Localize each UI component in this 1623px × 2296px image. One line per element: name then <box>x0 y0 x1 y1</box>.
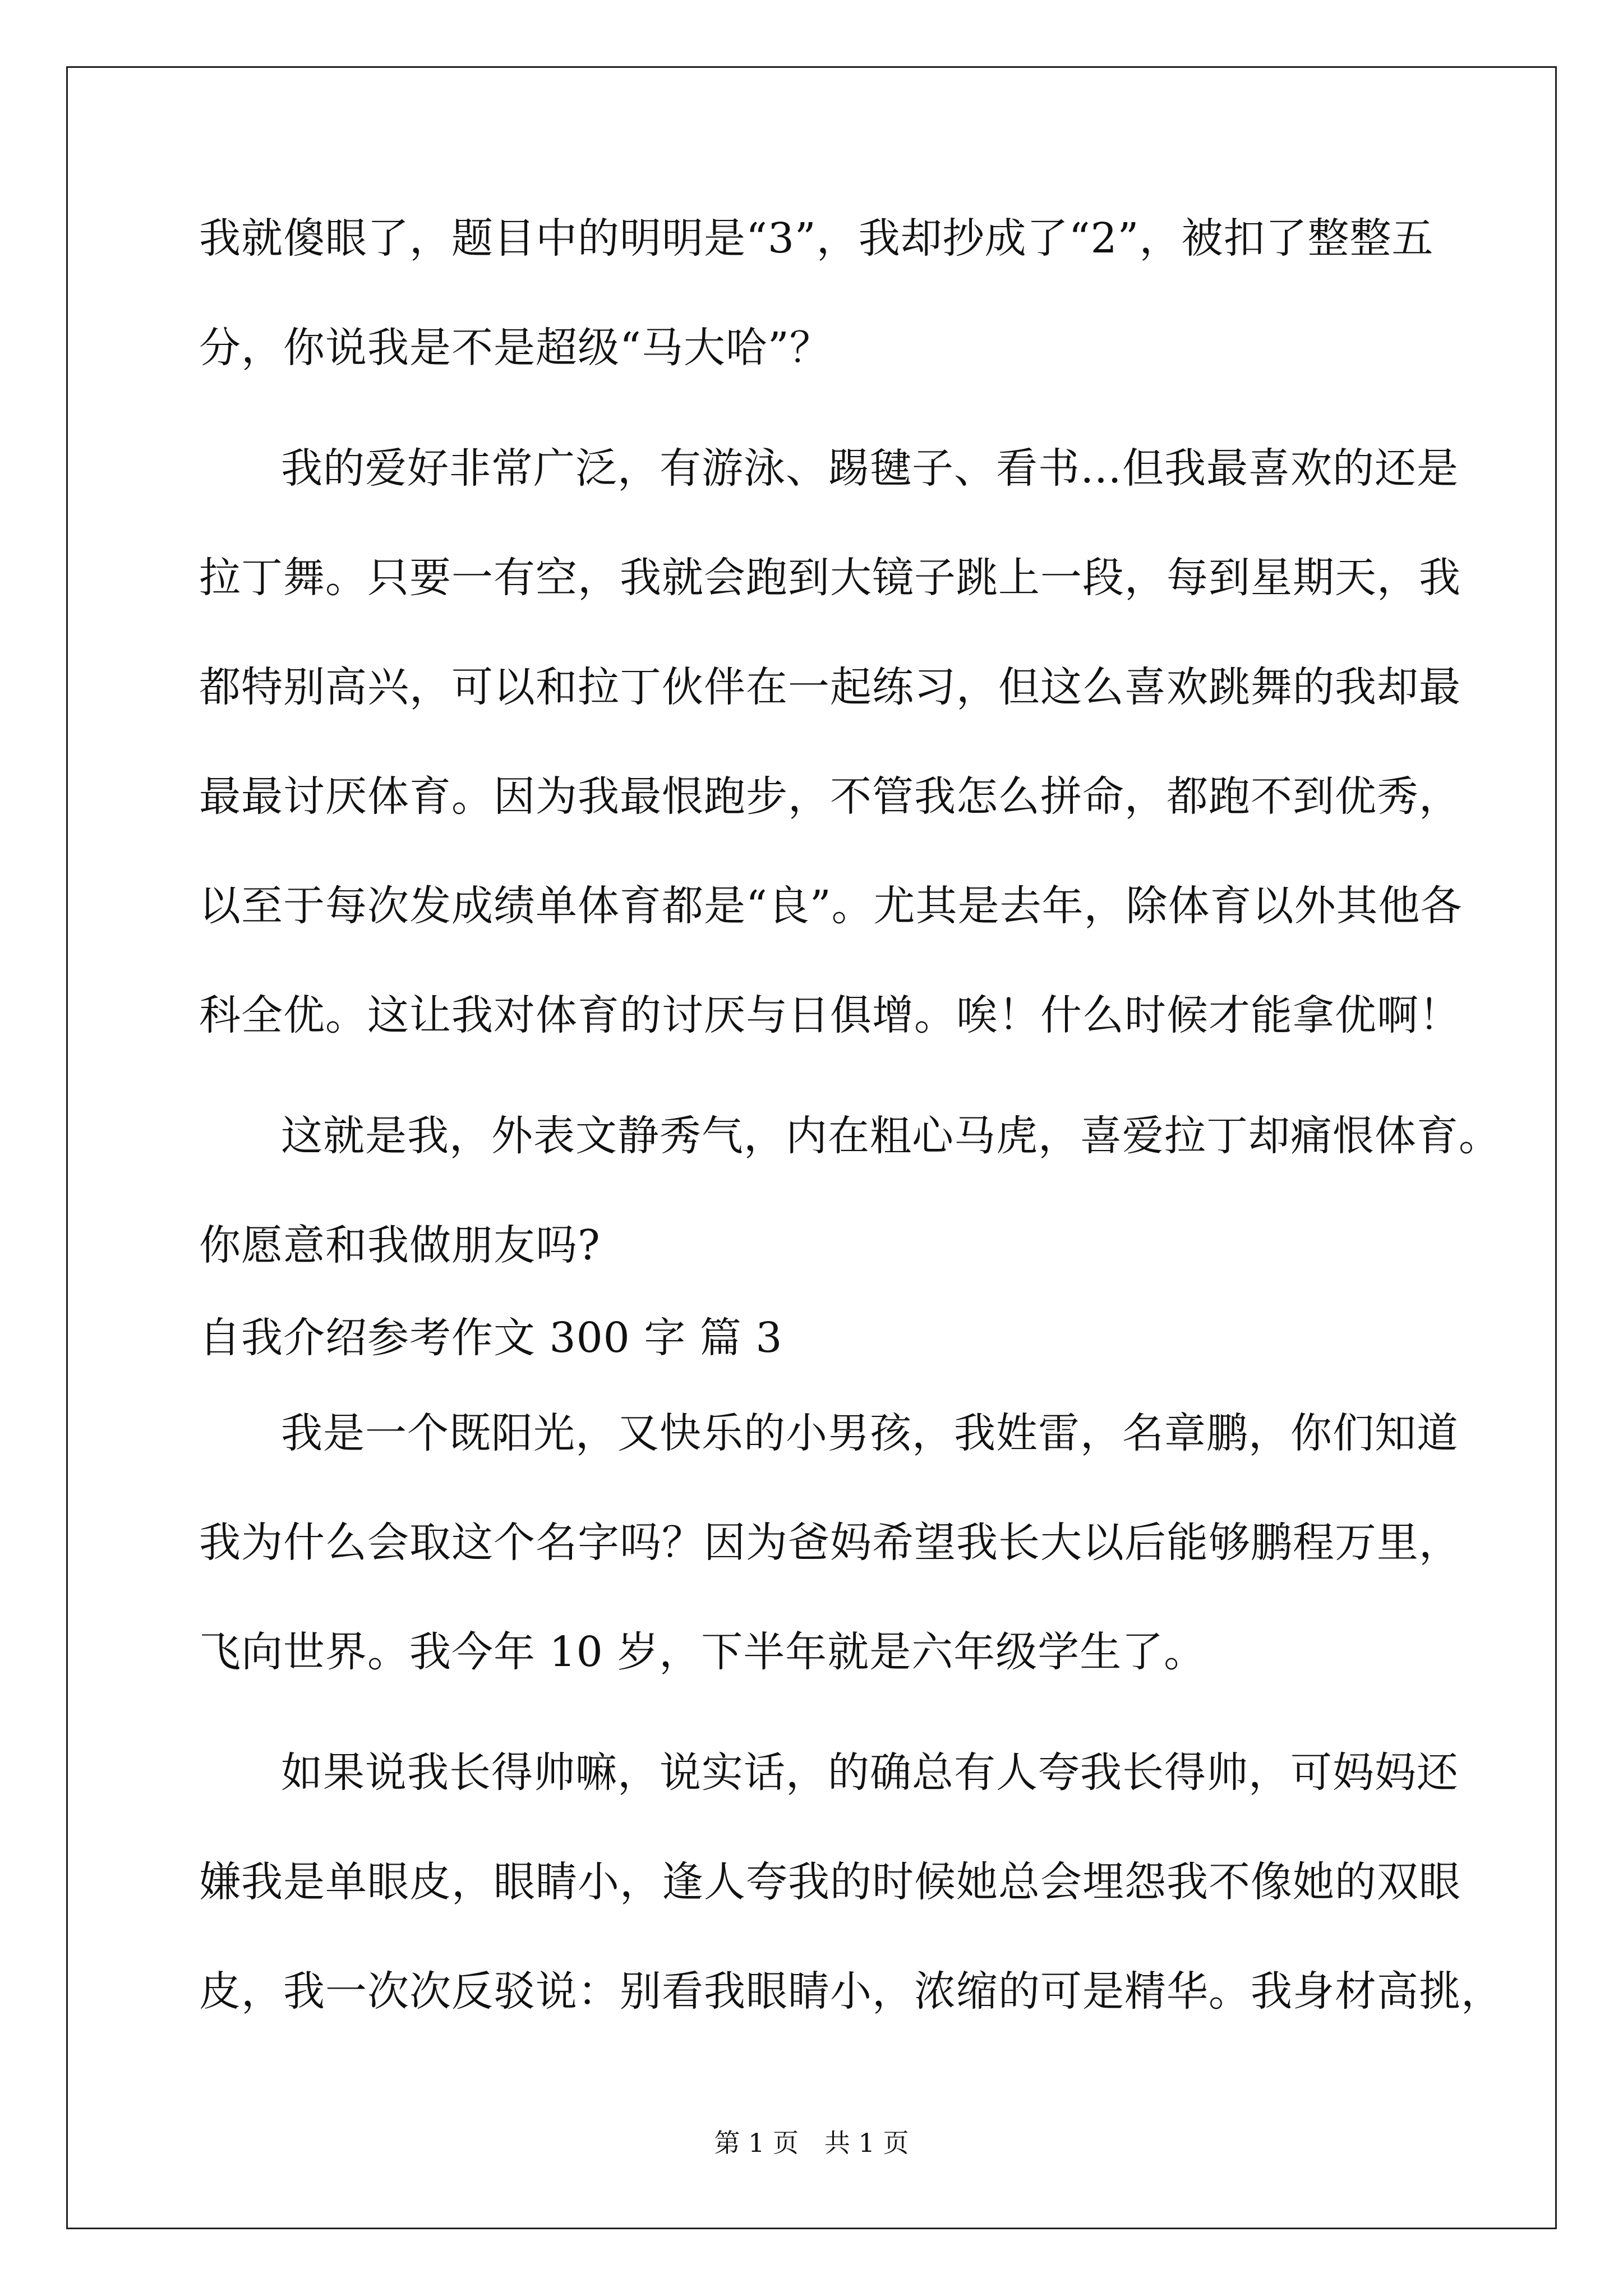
text-line: 拉丁舞。只要一有空，我就会跑到大镜子跳上一段，每到星期天，我 <box>199 554 1461 602</box>
text-line: 最最讨厌体育。因为我最恨跑步，不管我怎么拼命，都跑不到优秀， <box>199 772 1461 821</box>
text-line: 以至于每次发成绩单体育都是“良”。尤其是去年，除体育以外其他各 <box>199 882 1463 930</box>
text-line: 分，你说我是不是超级“马大哈”？ <box>199 324 832 372</box>
text-line: 嫌我是单眼皮，眼睛小，逢人夸我的时候她总会埋怨我不像她的双眼 <box>199 1858 1461 1906</box>
text-line: 我为什么会取这个名字吗？因为爸妈希望我长大以后能够鹏程万里， <box>199 1519 1461 1567</box>
text-line: 我就傻眼了，题目中的明明是“3”，我却抄成了“2”，被扣了整整五 <box>199 214 1434 263</box>
paragraph-start: 我是一个既阳光，又快乐的小男孩，我姓雷，名章鹏，你们知道 <box>281 1409 1459 1457</box>
text-line: 你愿意和我做朋友吗? <box>199 1221 601 1269</box>
paragraph-start: 如果说我长得帅嘛，说实话，的确总有人夸我长得帅，可妈妈还 <box>281 1749 1459 1797</box>
text-line: 皮，我一次次反驳说：别看我眼睛小，浓缩的可是精华。我身材高挑， <box>199 1967 1503 2016</box>
text-line: 科全优。这让我对体育的讨厌与日俱增。唉！什么时候才能拿优啊！ <box>199 991 1461 1039</box>
section-heading: 自我介绍参考作文 300 字 篇 3 <box>199 1314 783 1362</box>
paragraph-start: 这就是我，外表文静秀气，内在粗心马虎，喜爱拉丁却痛恨体育。 <box>281 1112 1501 1160</box>
page-footer: 第 1 页 共 1 页 <box>714 2128 909 2158</box>
text-line: 飞向世界。我今年 10 岁，下半年就是六年级学生了。 <box>199 1628 1206 1676</box>
text-line: 都特别高兴，可以和拉丁伙伴在一起练习，但这么喜欢跳舞的我却最 <box>199 663 1461 711</box>
paragraph-start: 我的爱好非常广泛，有游泳、踢毽子、看书…但我最喜欢的还是 <box>281 444 1459 493</box>
